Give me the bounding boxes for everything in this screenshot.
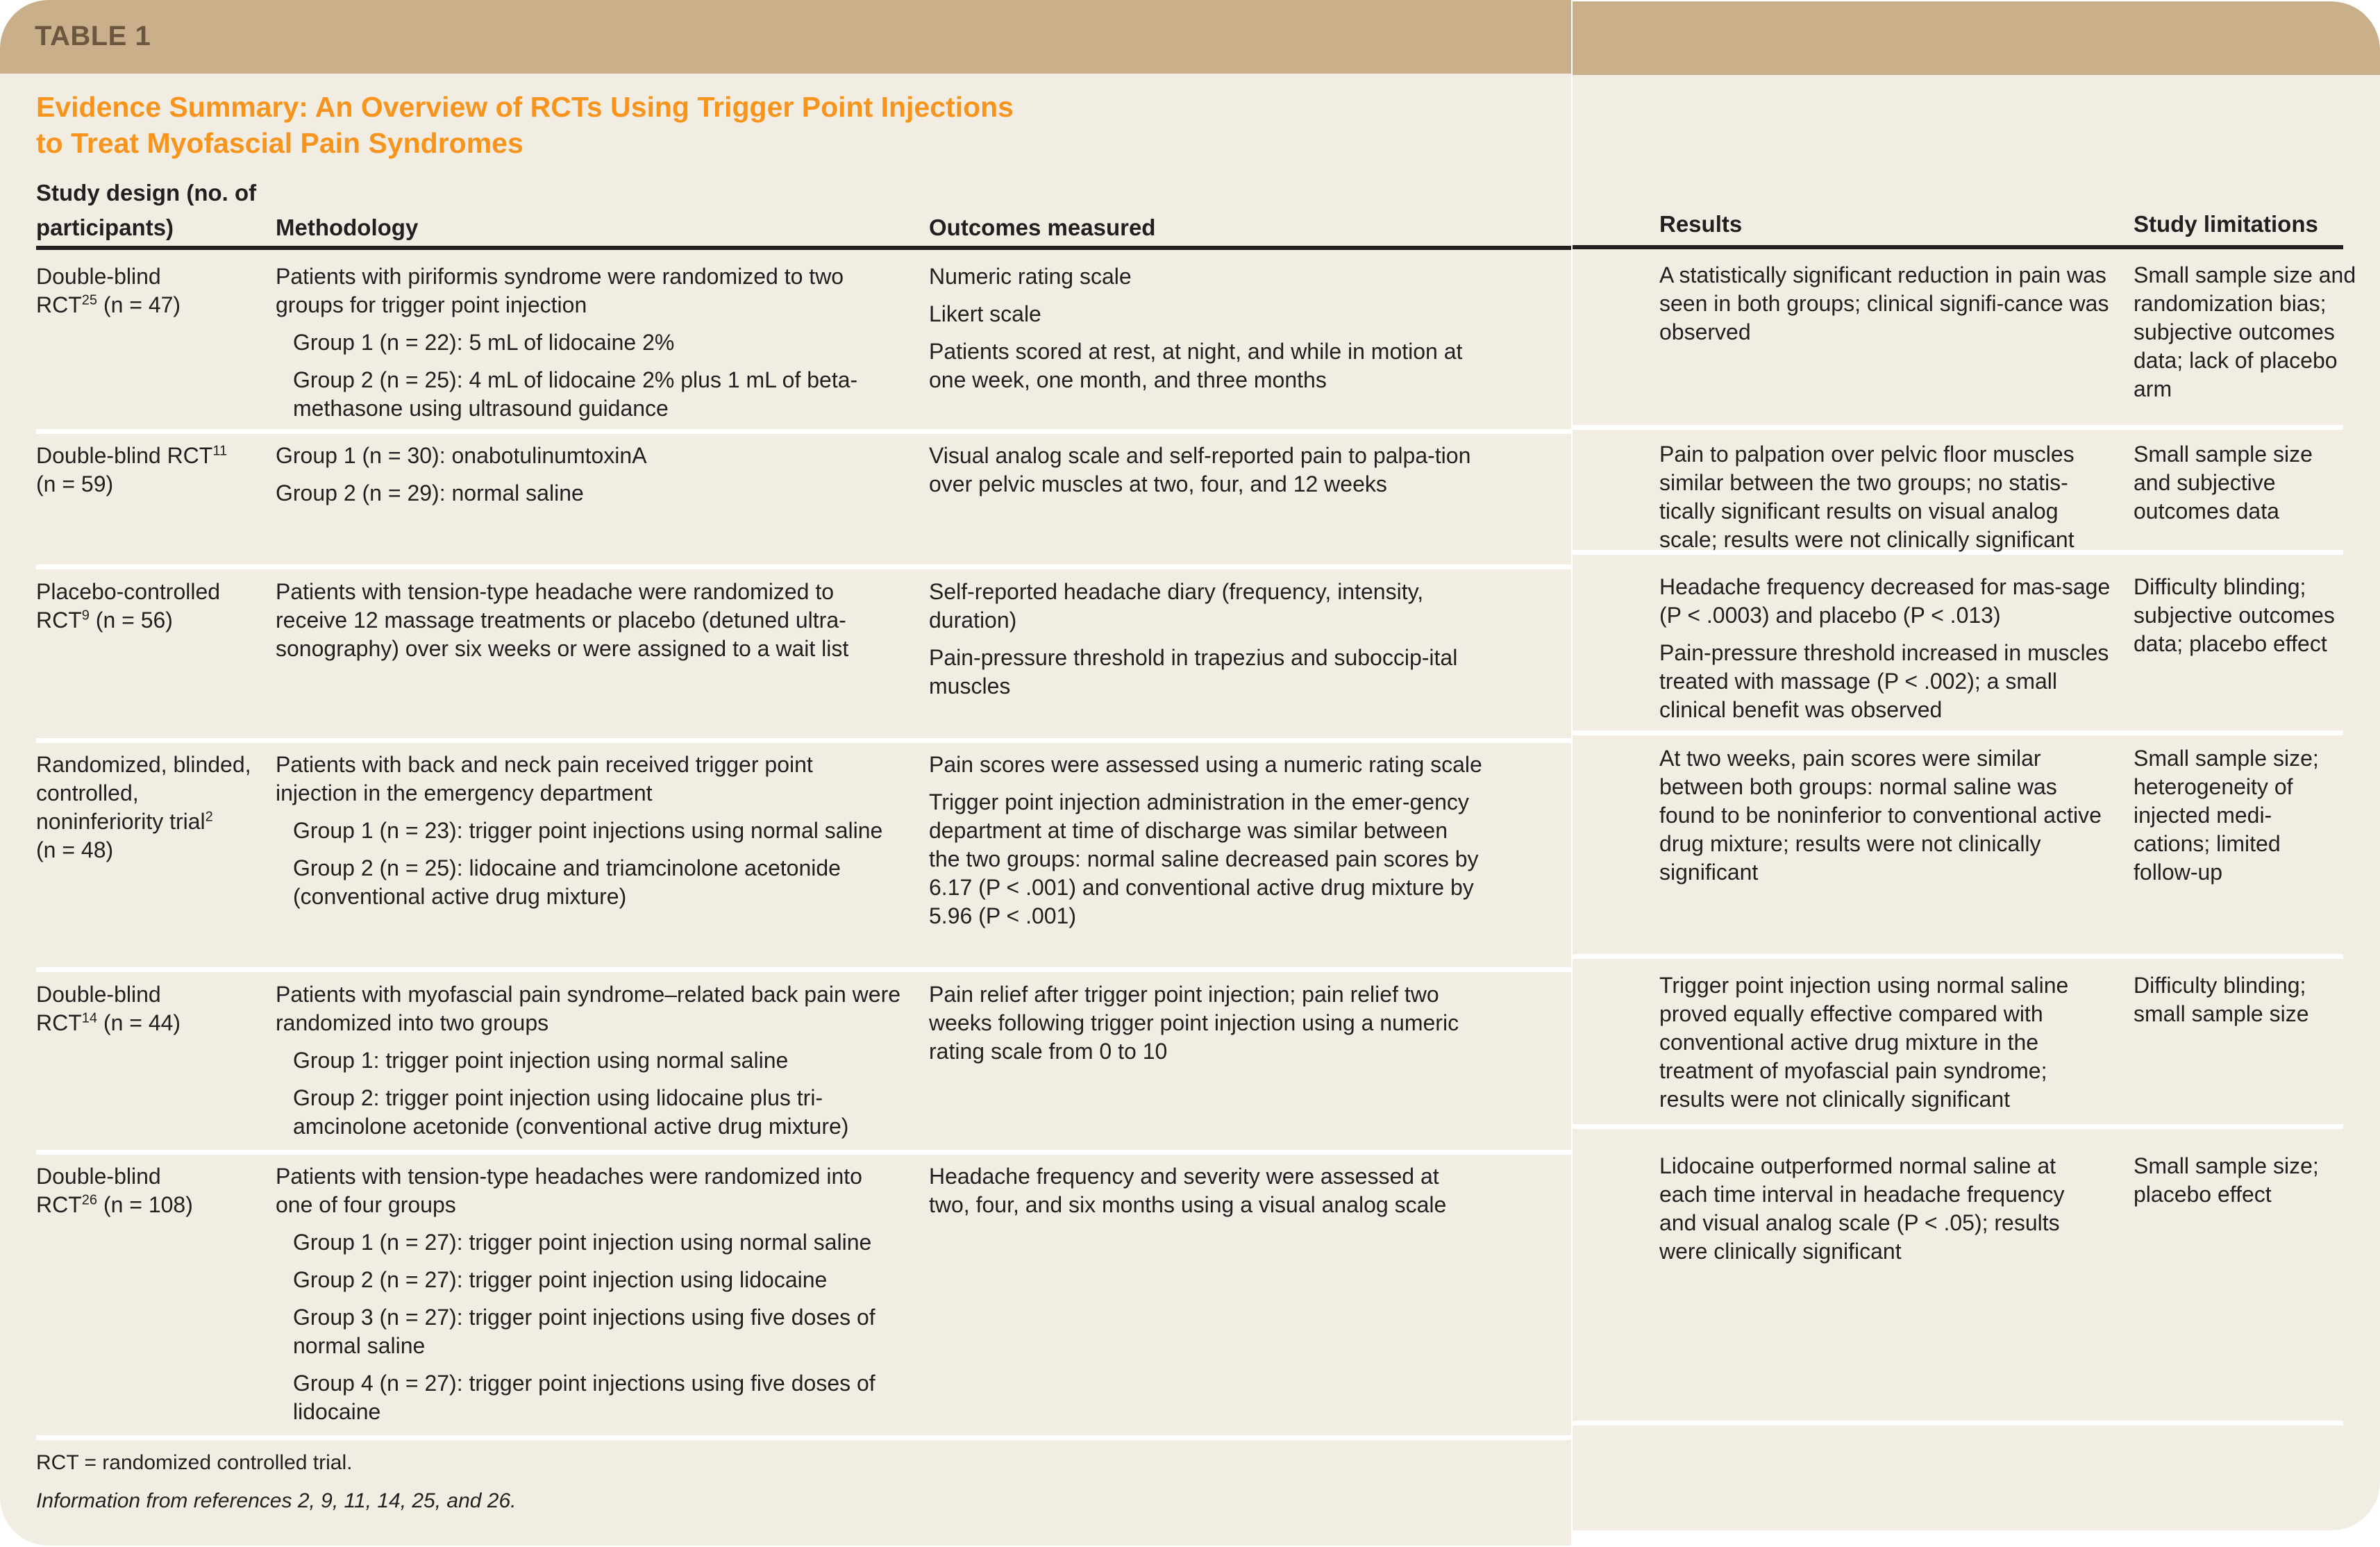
- row-separator: [1573, 1124, 2343, 1129]
- row6-outcomes: [929, 1162, 1484, 1228]
- reference-superscript: 11: [212, 443, 228, 459]
- row-separator: [36, 565, 1571, 569]
- header-rule: [1573, 245, 2343, 249]
- methodology-group: Group 1 (n = 22): 5 mL of lidocaine 2%: [293, 330, 675, 355]
- header-rule: [36, 246, 1571, 250]
- outcome-text: Headache frequency and severity were assessed at two, four, and six months using a visual analog scale: [929, 1164, 1447, 1217]
- results-text: A statistically significant reduction in pain was seen in both groups; clinical signifi-cance was observed: [1659, 262, 2109, 344]
- design-text: Placebo-controlled: [36, 579, 221, 604]
- row-separator: [36, 738, 1571, 743]
- reference-superscript: 2: [205, 809, 213, 825]
- column-header-results: Results: [1659, 211, 1743, 237]
- methodology-group: Group 2 (n = 29): normal saline: [276, 480, 584, 505]
- outcome-text: Trigger point injection administration in the emer-gency department at time of discharge was similar between the two groups: normal saline decreased pain scores by 6.17 (P < .001) and conventional active drug mixture by 5.96 (P < .001): [929, 789, 1479, 928]
- row4-outcomes: [929, 751, 1484, 939]
- methodology-group: Group 2 (n = 25): 4 mL of lidocaine 2% plus 1 mL of beta-methasone using ultrasound guidance: [293, 367, 858, 421]
- table-title-line1: Evidence Summary: An Overview of RCTs Using Trigger Point Injections: [36, 91, 1014, 123]
- column-header-study-design: [36, 176, 256, 245]
- methodology-text: Patients with tension-type headaches were randomized into one of four groups: [276, 1164, 862, 1217]
- reference-superscript: 9: [81, 608, 90, 624]
- row5-methodology: [276, 980, 900, 1150]
- row-separator: [36, 1150, 1571, 1155]
- row5-outcomes: [929, 980, 1484, 1075]
- design-text: Double-blind RCT: [36, 443, 213, 468]
- row3-results: [1659, 573, 2118, 733]
- column-header-outcomes: Outcomes measured: [929, 215, 1156, 240]
- outcome-text: Patients scored at rest, at night, and while in motion at one week, one month, and three months: [929, 339, 1463, 392]
- design-text: (n = 47): [97, 292, 181, 317]
- row4-results: [1659, 744, 2104, 896]
- row3-limitations: Difficulty blinding; subjective outcomes data; placebo effect: [2134, 574, 2335, 656]
- row-separator: [36, 967, 1571, 972]
- table-title-line2: to Treat Myofascial Pain Syndromes: [36, 127, 523, 159]
- table-right-panel: [1573, 1, 2380, 1530]
- row3-outcomes: [929, 578, 1484, 710]
- design-text: (n = 48): [36, 837, 114, 862]
- methodology-group: Group 1 (n = 30): onabotulinumtoxinA: [276, 443, 647, 468]
- row6-results: [1659, 1152, 2104, 1275]
- outcome-text: Visual analog scale and self-reported pain to palpa-tion over pelvic muscles at two, four, and 12 weeks: [929, 443, 1471, 496]
- reference-superscript: 14: [81, 1010, 98, 1026]
- methodology-text: Patients with back and neck pain received trigger point injection in the emergency department: [276, 752, 813, 805]
- reference-superscript: 26: [81, 1192, 98, 1208]
- design-text: (n = 108): [97, 1192, 193, 1217]
- outcome-text: Numeric rating scale: [929, 264, 1132, 289]
- row5-design: [36, 980, 258, 1037]
- methodology-group: Group 4 (n = 27): trigger point injections using five doses of lidocaine: [293, 1371, 875, 1424]
- methodology-group: Group 1 (n = 27): trigger point injection using normal saline: [293, 1230, 872, 1255]
- design-text: RCT: [36, 1010, 82, 1035]
- methodology-group: Group 1 (n = 23): trigger point injections using normal saline: [293, 818, 883, 843]
- row1-outcomes: [929, 262, 1484, 403]
- row2-results: [1659, 440, 2118, 563]
- row3-methodology: [276, 578, 894, 672]
- methodology-group: Group 3 (n = 27): trigger point injections using five doses of normal saline: [293, 1305, 875, 1358]
- methodology-text: Patients with tension-type headache were randomized to receive 12 massage treatments or placebo (detuned ultra-sonography) over six weeks or were assigned to a wait list: [276, 579, 849, 661]
- design-text: RCT: [36, 292, 82, 317]
- table-source: Information from references 2, 9, 11, 14, 25, and 26.: [36, 1489, 517, 1512]
- methodology-text: Patients with piriformis syndrome were randomized to two groups for trigger point injection: [276, 264, 844, 317]
- row4-design: [36, 751, 265, 864]
- column-header-study-design-line1: Study design (no. of: [36, 180, 257, 206]
- row-separator: [36, 1435, 1571, 1440]
- design-text: (n = 56): [89, 608, 173, 633]
- design-text: (n = 59): [36, 471, 114, 496]
- design-text: RCT: [36, 608, 82, 633]
- outcome-text: Self-reported headache diary (frequency, intensity, duration): [929, 579, 1424, 633]
- row1-design: [36, 262, 258, 319]
- row2-design: [36, 442, 258, 499]
- column-header-study-design-line2: participants): [36, 215, 174, 240]
- outcome-text: Pain-pressure threshold in trapezius and suboccip-ital muscles: [929, 645, 1458, 699]
- results-text: Headache frequency decreased for mas-sage (P < .0003) and placebo (P < .013): [1659, 574, 2111, 628]
- results-text: At two weeks, pain scores were similar between both groups: normal saline was found to be noninferior to conventional active drug mixture; results were not clinically significant: [1659, 746, 2102, 885]
- row2-limitations: Small sample size and subjective outcomes data: [2134, 442, 2313, 524]
- row4-limitations: Small sample size; heterogeneity of injected medi-cations; limited follow-up: [2134, 746, 2319, 885]
- methodology-group: Group 2: trigger point injection using lidocaine plus tri-amcinolone acetonide (conventional active drug mixture): [293, 1085, 849, 1139]
- results-text: Lidocaine outperformed normal saline at each time interval in headache frequency and visual analog scale (P < .05); results were clinically significant: [1659, 1153, 2065, 1264]
- design-text: Double-blind: [36, 1164, 161, 1189]
- row1-results: [1659, 261, 2111, 356]
- design-text: Double-blind: [36, 982, 161, 1007]
- row3-design: [36, 578, 258, 635]
- row1-limitations: Small sample size and randomization bias; subjective outcomes data; lack of placebo arm: [2134, 262, 2356, 401]
- methodology-text: Patients with myofascial pain syndrome–related back pain were randomized into two groups: [276, 982, 901, 1035]
- row6-methodology: [276, 1162, 900, 1435]
- row5-results: [1659, 971, 2118, 1123]
- design-text: RCT: [36, 1192, 82, 1217]
- row1-methodology: [276, 262, 900, 432]
- row2-methodology: [276, 442, 900, 517]
- table-header-bar-right: [1573, 1, 2380, 75]
- methodology-group: Group 2 (n = 25): lidocaine and triamcinolone acetonide (conventional active drug mixture): [293, 855, 841, 909]
- row2-outcomes: [929, 442, 1484, 508]
- design-text: (n = 44): [97, 1010, 181, 1035]
- methodology-group: Group 1: trigger point injection using normal saline: [293, 1048, 789, 1073]
- outcome-text: Pain relief after trigger point injection; pain relief two weeks following trigger point injection using a numeric rating scale from 0 to 10: [929, 982, 1459, 1064]
- results-text: Pain-pressure threshold increased in muscles treated with massage (P < .002); a small clinical benefit was observed: [1659, 640, 2109, 722]
- row-separator: [1573, 954, 2343, 959]
- results-text: Trigger point injection using normal saline proved equally effective compared with conventional active drug mixture in the treatment of myofascial pain syndrome; results were not clinically significant: [1659, 973, 2069, 1112]
- column-header-limitations: Study limitations: [2134, 211, 2318, 237]
- row6-design: [36, 1162, 258, 1219]
- table-title: [36, 89, 1014, 161]
- design-text: Randomized, blinded, controlled, noninferiority trial: [36, 752, 251, 834]
- row4-methodology: [276, 751, 900, 920]
- column-header-methodology: Methodology: [276, 215, 419, 240]
- row-separator: [1573, 1421, 2343, 1425]
- table-footnote: RCT = randomized controlled trial.: [36, 1451, 353, 1474]
- outcome-text: Pain scores were assessed using a numeric rating scale: [929, 752, 1482, 777]
- row5-limitations: Difficulty blinding; small sample size: [2134, 973, 2309, 1026]
- table-header-bar: [0, 0, 1571, 74]
- table-label: TABLE 1: [35, 21, 151, 51]
- row6-limitations: Small sample size; placebo effect: [2134, 1153, 2319, 1207]
- row-separator: [1573, 425, 2343, 430]
- design-text: Double-blind: [36, 264, 161, 289]
- results-text: Pain to palpation over pelvic floor muscles similar between the two groups; no statis-tically significant results on visual analog scale; results were not clinically significant: [1659, 442, 2075, 552]
- reference-superscript: 25: [81, 292, 98, 308]
- methodology-group: Group 2 (n = 27): trigger point injection using lidocaine: [293, 1267, 828, 1292]
- outcome-text: Likert scale: [929, 301, 1041, 326]
